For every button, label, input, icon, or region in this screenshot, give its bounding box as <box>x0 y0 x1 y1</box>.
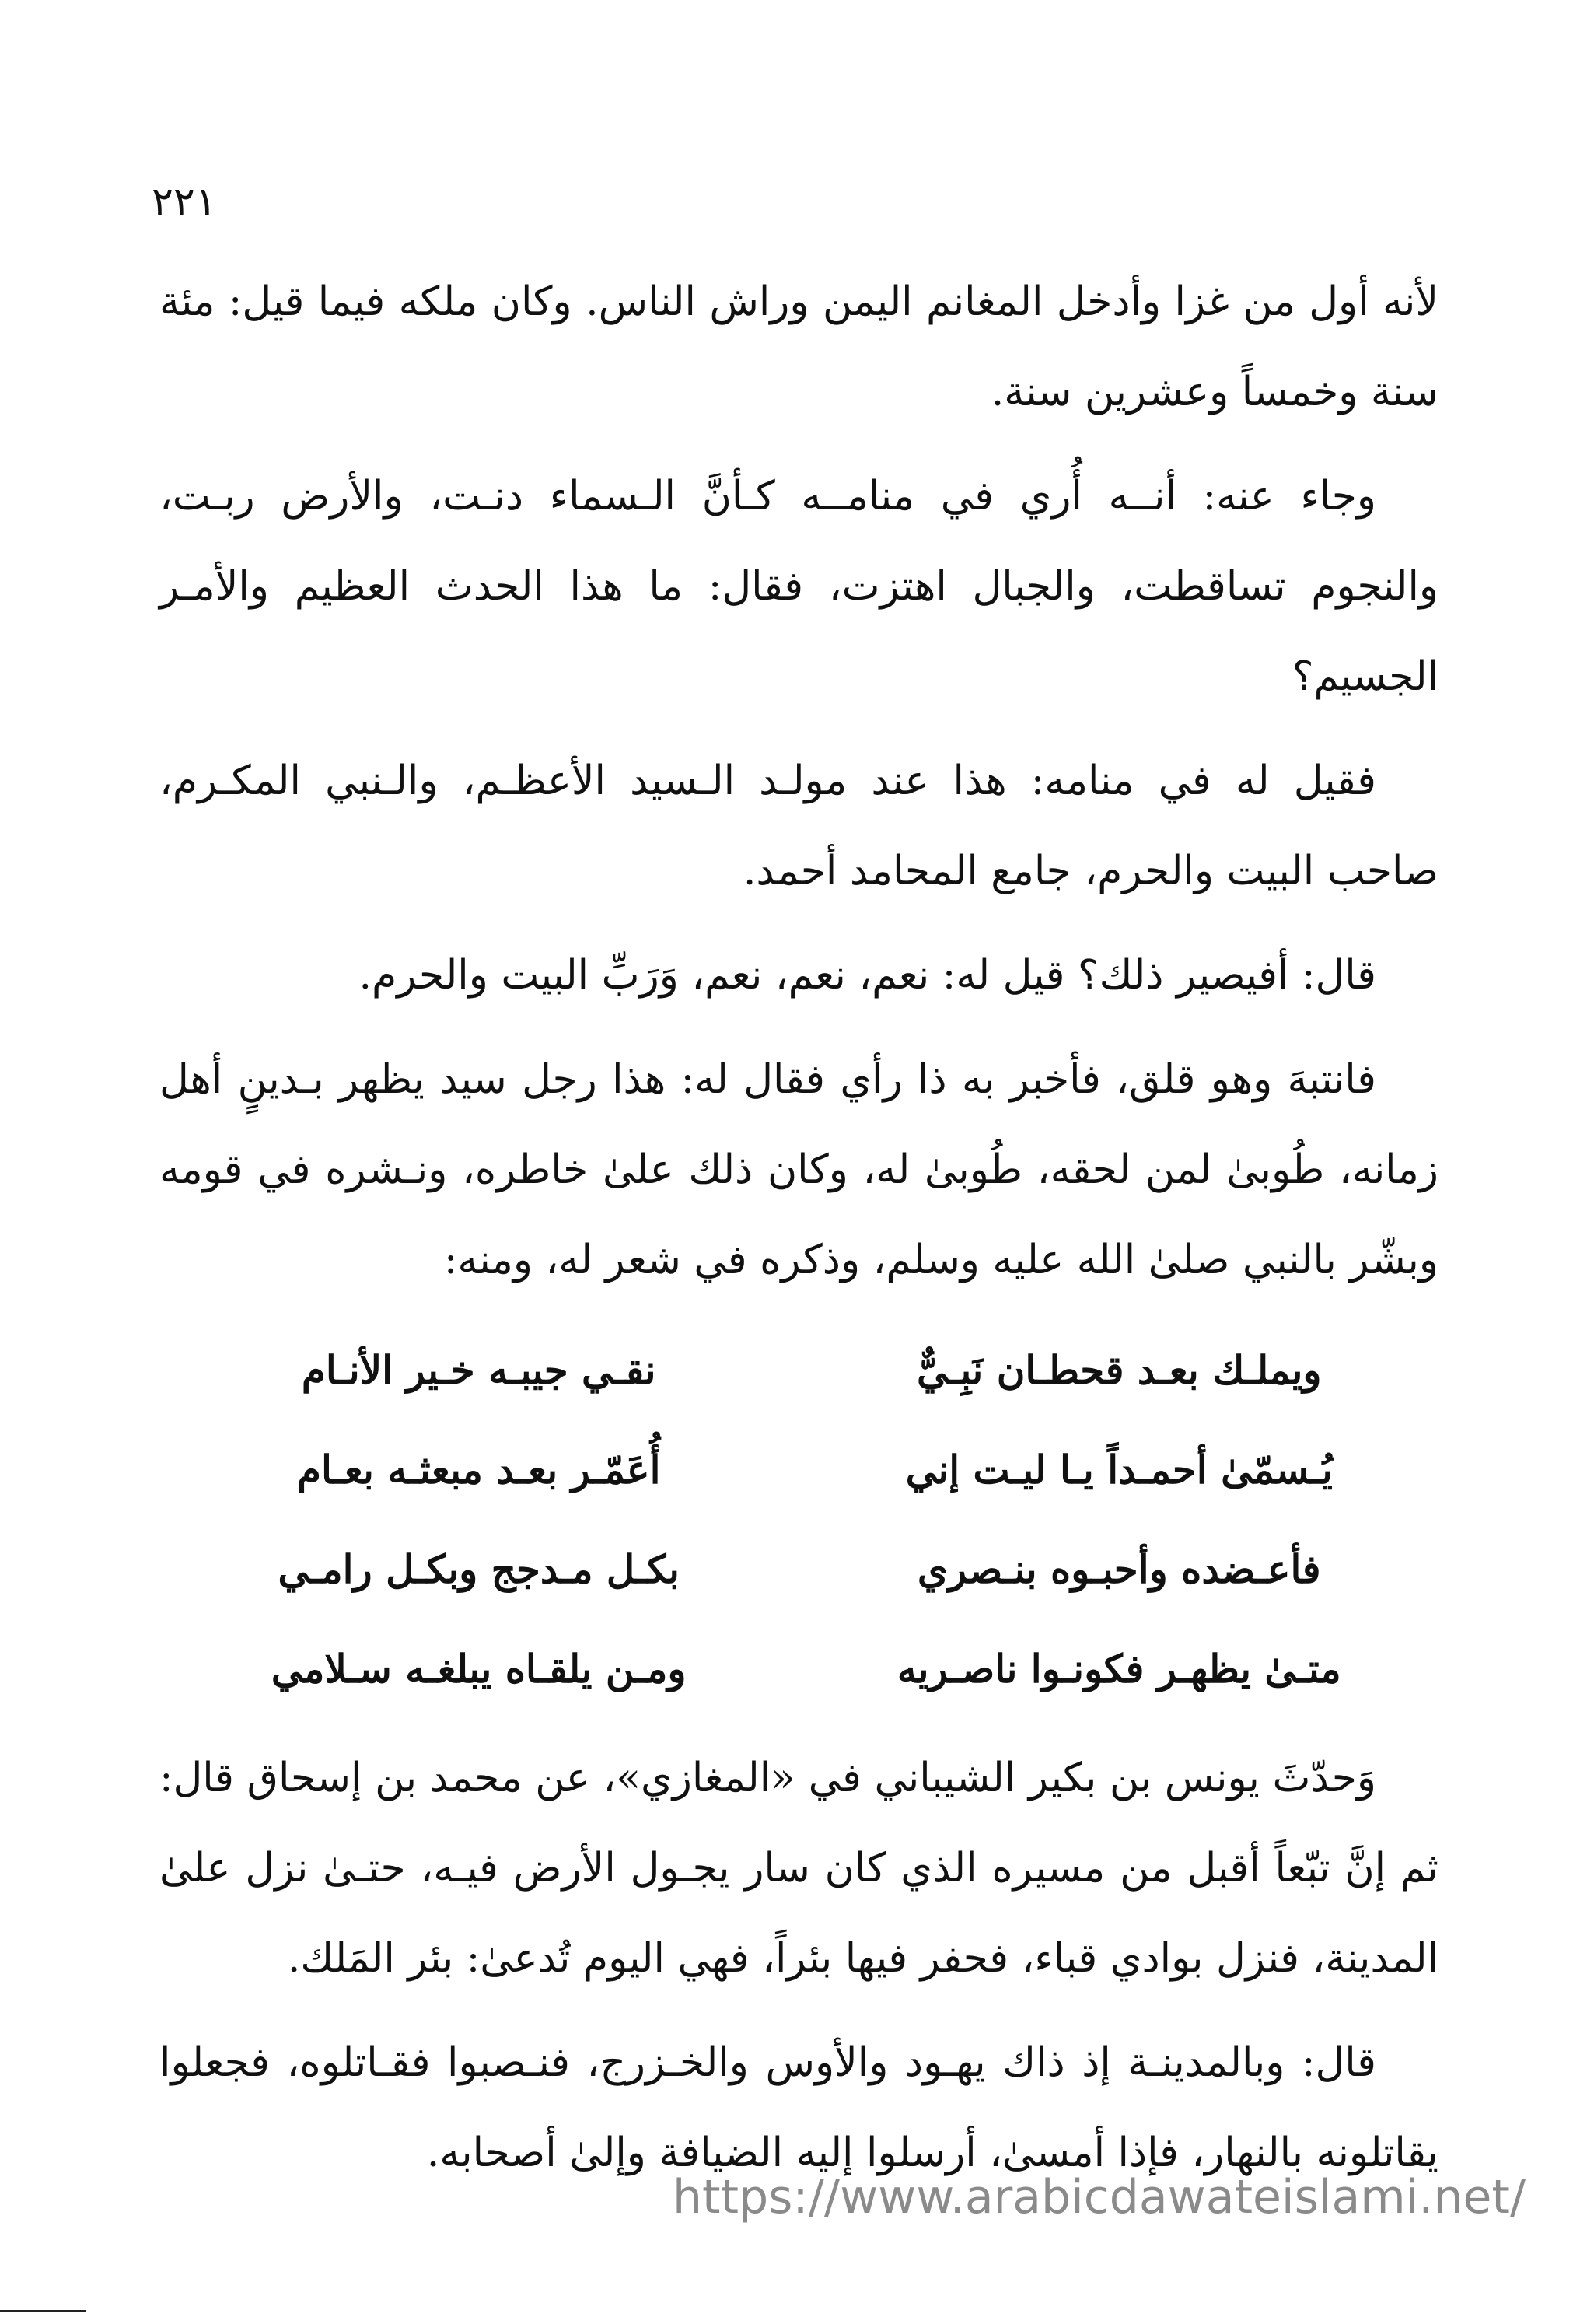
verse-3 <box>206 1520 1392 1619</box>
paragraph-7: قال: وبالمدينـة إذ ذاك يهـود والأوس والخـزرج، فنـصبوا فقـاتلوه، فجعلوا يقاتلونه بالنهار، فإذا أمسىٰ، أرسلوا إليه الضيافة وإلىٰ أصحابه. <box>159 2039 1438 2176</box>
verse-4-second-hemistich: ومـن يلقـاه يبلغـه سـلامي <box>271 1646 687 1692</box>
verse-2 <box>206 1420 1392 1520</box>
poem <box>159 1321 1438 1719</box>
verse-1 <box>206 1321 1392 1420</box>
paragraph-5: فانتبهَ وهو قلق، فأخبر به ذا رأي فقال له: هذا رجل سيد يظهر بـدينٍ أهل زمانه، طُوبىٰ لمن لحقه، طُوبىٰ له، وكان ذلك علىٰ خاطره، ونـشره في قومه وبشّر بالنبي صلىٰ الله عليه وسلم، وذكره في شعر له، ومنه: <box>159 1056 1438 1283</box>
verse-4 <box>206 1619 1392 1719</box>
verse-3-first-hemistich: فأعـضده وأحبـوه بنـصري <box>917 1546 1321 1592</box>
scan-edge-line <box>0 2310 86 2312</box>
verse-1-first-hemistich: ويملـك بعـد قحطـان نَبِـيٌّ <box>916 1347 1322 1393</box>
page-body <box>159 257 1438 2212</box>
paragraph-6: وَحدّثَ يونس بن بكير الشيباني في «المغازي»، عن محمد بن إسحاق قال: ثم إنَّ تبّعاً أقبل من مسيره الذي كان سار يجـول الأرض فيـه، حتـىٰ نزل علىٰ المدينة، فنزل بوادي قباء، فحفر فيها بئراً، فهي اليوم تُدعىٰ: بئر المَلك. <box>159 1755 1438 1982</box>
website-watermark: https://www.arabicdawateislami.net/ <box>673 2170 1526 2224</box>
verse-3-second-hemistich: بكـل مـدجج وبكـل رامـي <box>278 1546 680 1592</box>
paragraph-3: فقيل له في منامه: هذا عند مولـد الـسيد الأعظـم، والـنبي المكـرم، صاحب البيت والحرم، جامع المحامد أحمد. <box>159 758 1438 894</box>
verse-2-second-hemistich: أُعَمّـر بعـد مبعثـه بعـام <box>297 1447 661 1493</box>
paragraph-1: لأنه أول من غزا وأدخل المغانم اليمن وراش الناس. وكان ملكه فيما قيل: مئة سنة وخمساً وعشرين سنة. <box>159 278 1438 415</box>
paragraph-4: قال: أفيصير ذلك؟ قيل له: نعم، نعم، نعم، وَرَبِّ البيت والحرم. <box>358 952 1376 999</box>
paragraph-2: وجاء عنه: أنــه أُري في منامــه كـأنَّ الـسماء دنـت، والأرض ربـت، والنجوم تساقطت، والجبال اهتزت، فقال: ما هذا الحدث العظيم والأمـر الجسيم؟ <box>159 473 1438 700</box>
verse-1-second-hemistich: نقـي جيبـه خـير الأنـام <box>301 1347 656 1393</box>
verse-4-first-hemistich: متـىٰ يظهـر فكونـوا ناصـريه <box>897 1646 1341 1692</box>
page-number: ٢٢١ <box>152 179 217 226</box>
verse-2-first-hemistich: يُـسمّىٰ أحمـداً يـا ليـت إني <box>905 1447 1333 1493</box>
